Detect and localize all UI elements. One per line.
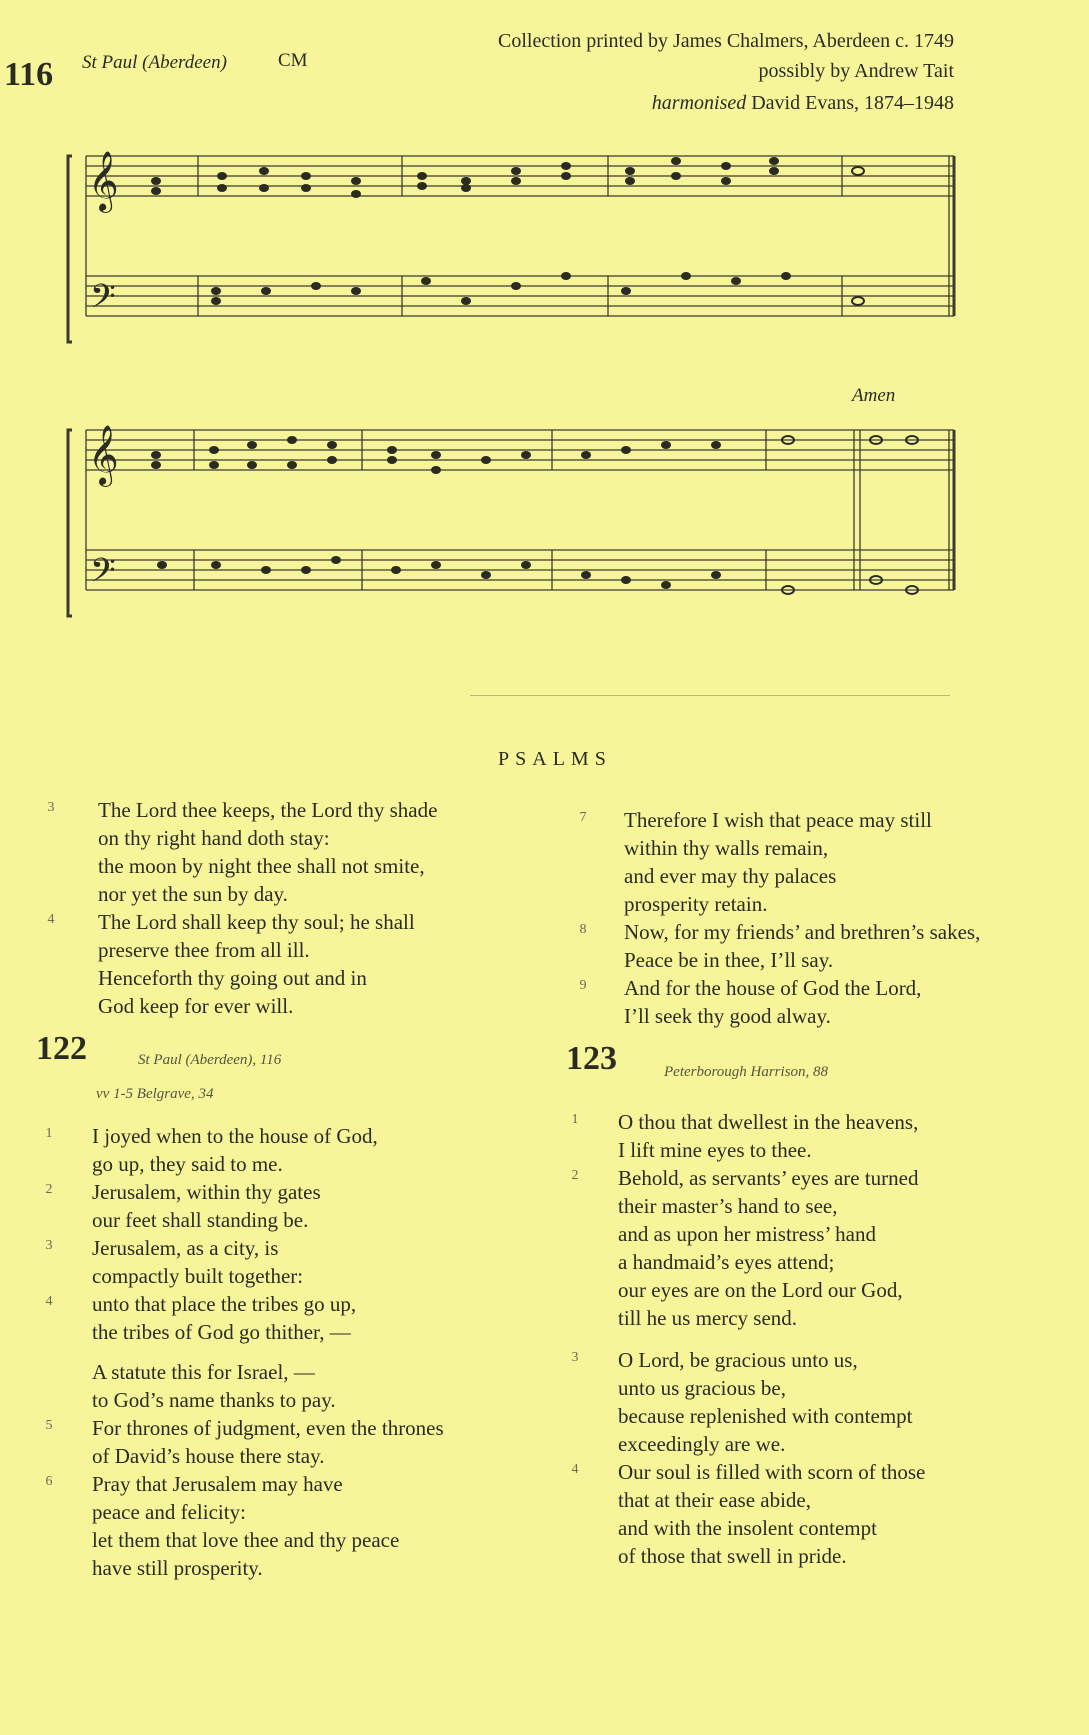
verse-line: I’ll seek thy good alway. xyxy=(624,1004,831,1028)
verse-line: our feet shall standing be. xyxy=(92,1208,309,1232)
verse-line: Jerusalem, within thy gates xyxy=(92,1180,321,1204)
verse-line: unto us gracious be, xyxy=(618,1376,786,1400)
verse-line: The Lord shall keep thy soul; he shall xyxy=(98,910,415,934)
psalm-122-number: 122 xyxy=(36,1030,87,1067)
psalm-122-verses xyxy=(38,1122,444,1582)
verse-number: 7 xyxy=(579,810,587,825)
notes-1 xyxy=(151,157,864,305)
verse-number: 1 xyxy=(45,1126,53,1141)
verse-1 xyxy=(38,1122,444,1178)
right-column-top xyxy=(572,806,980,1030)
left-column-top xyxy=(40,796,437,1020)
verse-line: O thou that dwellest in the heavens, xyxy=(618,1110,919,1134)
verse-number: 3 xyxy=(47,800,55,815)
verse-line: and as upon her mistress’ hand xyxy=(618,1222,876,1246)
psalm-123-number: 123 xyxy=(566,1040,617,1077)
verse-number: 1 xyxy=(571,1112,579,1127)
verse-4 xyxy=(38,1290,444,1346)
verse-3 xyxy=(38,1234,444,1290)
verse-3 xyxy=(564,1346,925,1458)
svg-text:𝄞: 𝄞 xyxy=(88,425,119,485)
verse-line: go up, they said to me. xyxy=(92,1152,283,1176)
verse-line: Peace be in thee, I’ll say. xyxy=(624,948,834,972)
psalm-123-tune: Peterborough Harrison, 88 xyxy=(664,1064,829,1080)
verse-number: 5 xyxy=(45,1418,53,1433)
verse-line: Now, for my friends’ and brethren’s sakes, xyxy=(624,920,981,944)
verse-line: Our soul is filled with scorn of those xyxy=(618,1460,926,1484)
verse-line: the moon by night thee shall not smite, xyxy=(98,854,425,878)
verse-number: 9 xyxy=(579,978,587,993)
verse-9 xyxy=(572,974,980,1030)
verse-number: 3 xyxy=(45,1238,53,1253)
meter: CM xyxy=(278,50,308,71)
verse-line: of David’s house there stay. xyxy=(92,1444,325,1468)
verse-line: prosperity retain. xyxy=(624,892,768,916)
verse-number: 2 xyxy=(45,1182,53,1197)
psalm-122-tune: St Paul (Aberdeen), 116 xyxy=(138,1052,282,1068)
verse-line: nor yet the sun by day. xyxy=(98,882,288,906)
treble-staff xyxy=(86,156,954,196)
verse-line: God keep for ever will. xyxy=(98,994,294,1018)
verse-4 xyxy=(564,1458,925,1570)
verse-line: the tribes of God go thither, — xyxy=(92,1320,351,1344)
verse-line: And for the house of God the Lord, xyxy=(624,976,922,1000)
verse-1 xyxy=(564,1108,925,1164)
verse-number: 6 xyxy=(45,1474,53,1489)
verse-line: Pray that Jerusalem may have xyxy=(92,1472,343,1496)
verse-5 xyxy=(38,1414,444,1470)
verse-4 xyxy=(40,908,437,1020)
verse-line: unto that place the tribes go up, xyxy=(92,1292,357,1316)
verse-line: For thrones of judgment, even the thrones xyxy=(92,1416,444,1440)
psalm-122-tune-alt: vv 1-5 Belgrave, 34 xyxy=(96,1086,214,1102)
music-system-2 xyxy=(66,408,966,623)
harmonised-label: harmonised xyxy=(651,92,747,114)
verse-line: and ever may thy palaces xyxy=(624,864,837,888)
verse-line: to God’s name thanks to pay. xyxy=(92,1388,336,1412)
bass-staff xyxy=(86,276,954,316)
verse-line: a handmaid’s eyes attend; xyxy=(618,1250,835,1274)
verse-line: Therefore I wish that peace may still xyxy=(624,808,932,832)
verse-line: A statute this for Israel, — xyxy=(92,1360,315,1384)
section-title: PSALMS xyxy=(498,748,612,770)
verse-line: within thy walls remain, xyxy=(624,836,829,860)
verse-number xyxy=(38,1358,60,1414)
divider-rule xyxy=(470,695,950,696)
verse-4-cont xyxy=(38,1358,444,1414)
verse-line: and with the insolent contempt xyxy=(618,1516,877,1540)
verse-line: have still prosperity. xyxy=(92,1556,263,1580)
verse-line: I lift mine eyes to thee. xyxy=(618,1138,812,1162)
verse-number: 3 xyxy=(571,1350,579,1365)
verse-line: that at their ease abide, xyxy=(618,1488,811,1512)
amen-label: Amen xyxy=(852,385,896,406)
verse-2 xyxy=(564,1164,925,1332)
verse-7 xyxy=(572,806,980,918)
verse-number: 8 xyxy=(579,922,587,937)
verse-number: 2 xyxy=(571,1168,579,1183)
svg-text:𝄢: 𝄢 xyxy=(90,278,116,324)
verse-line: of those that swell in pride. xyxy=(618,1544,847,1568)
verse-line: Jerusalem, as a city, is xyxy=(92,1236,279,1260)
hymn-number: 116 xyxy=(4,56,54,93)
music-system-1 xyxy=(66,126,966,348)
verse-2 xyxy=(38,1178,444,1234)
verse-line: O Lord, be gracious unto us, xyxy=(618,1348,858,1372)
verse-line: till he us mercy send. xyxy=(618,1306,798,1330)
verse-line: The Lord thee keeps, the Lord thy shade xyxy=(98,798,438,822)
tune-name: St Paul (Aberdeen) xyxy=(82,52,227,73)
harmonised-name: David Evans, 1874–1948 xyxy=(751,92,954,114)
verse-line: preserve thee from all ill. xyxy=(98,938,310,962)
verse-line: exceedingly are we. xyxy=(618,1432,786,1456)
verse-line: on thy right hand doth stay: xyxy=(98,826,330,850)
verse-line: I joyed when to the house of God, xyxy=(92,1124,378,1148)
verse-8 xyxy=(572,918,980,974)
verse-6 xyxy=(38,1470,444,1582)
verse-3 xyxy=(40,796,437,908)
psalm-123-verses xyxy=(564,1108,925,1570)
verse-line: our eyes are on the Lord our God, xyxy=(618,1278,903,1302)
verse-line: compactly built together: xyxy=(92,1264,304,1288)
svg-text:𝄞: 𝄞 xyxy=(88,151,119,211)
verse-number: 4 xyxy=(47,912,55,927)
credit-harmonised xyxy=(652,92,954,115)
verse-line: peace and felicity: xyxy=(92,1500,246,1524)
credit-possibly: possibly by Andrew Tait xyxy=(758,60,954,82)
svg-text:𝄢: 𝄢 xyxy=(90,552,116,598)
credit-collection: Collection printed by James Chalmers, Aberdeen c. 1749 xyxy=(497,30,954,52)
verse-line: Behold, as servants’ eyes are turned xyxy=(618,1166,919,1190)
verse-line: Henceforth thy going out and in xyxy=(98,966,367,990)
verse-line: let them that love thee and thy peace xyxy=(92,1528,400,1552)
verse-number: 4 xyxy=(571,1462,579,1477)
verse-line: because replenished with contempt xyxy=(618,1404,913,1428)
verse-line: their master’s hand to see, xyxy=(618,1194,838,1218)
verse-number: 4 xyxy=(45,1294,53,1309)
